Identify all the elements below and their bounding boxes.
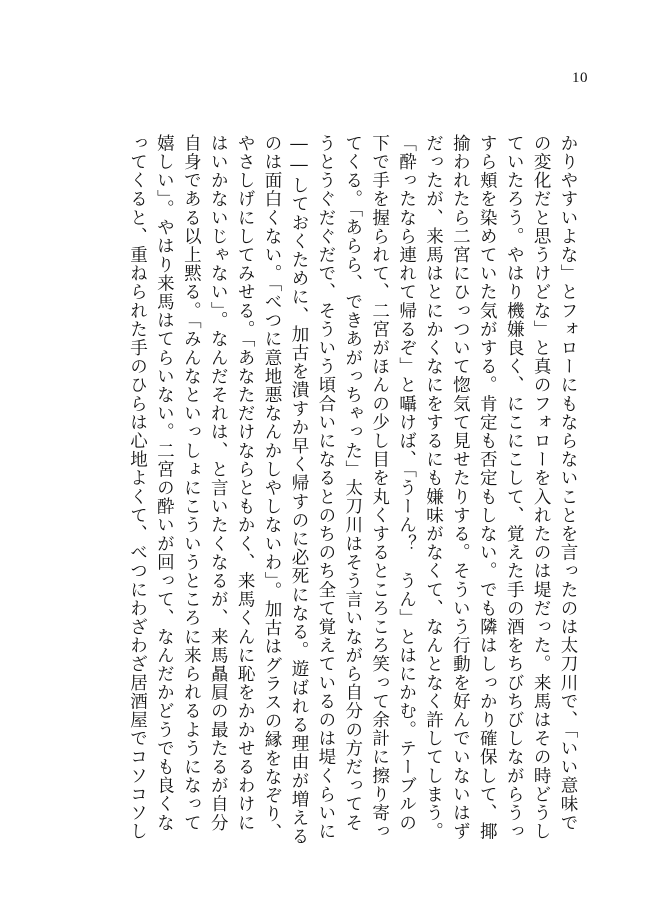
text-column: ――しておくために、加古を潰すか早く帰すのに必死になる。遊ばれる理由が増える — [288, 134, 309, 846]
text-column: 揄われたら二宮にひっついて惚気て見せたりする。そういう行動を好んでいないはず — [450, 134, 471, 841]
text-column: ていたろう。やはり機嫌良く、にこにこして、覚えた手の酒をちびちびしながらうっ — [504, 134, 525, 841]
text-column: だったが、来馬はとにかくなにをするにも嫌味がなくて、なんとなく許してしまう。 — [423, 134, 444, 841]
text-column: てくる。「あらら、できあがっちゃった」太刀川はそう言いながら自分の方だってそ — [342, 134, 363, 833]
text-column: ってくると、重ねられた手のひらは心地よくて、べつにわざわざ居酒屋でコソコソし — [127, 134, 148, 841]
body-text — [127, 134, 578, 846]
text-column: やさしげにしてみせる。「あなただけならともかく、来馬くんに恥をかかせるわけに — [235, 134, 256, 833]
text-column: 下で手を握られて、二宮がほんの少し目を丸くするところころ笑って余計に擦り寄っ — [369, 134, 390, 841]
text-column: 自身である以上黙る。「みんなといっしょにこういうところに来られるようになって — [181, 134, 202, 833]
text-column: 嬉しい」。やはり来馬はてらいない。二宮の酔いが回って、なんだかどうでも良くな — [154, 134, 175, 833]
text-column: の変化だと思うけどな」と真のフォローを入れたのは堤だった。来馬はその時どうし — [531, 134, 552, 841]
text-column: 「酔ったなら連れて帰るぞ」と囁けば、「うーん？ うん」とはにかむ。テーブルの — [396, 134, 417, 833]
page-number: 10 — [572, 70, 588, 86]
text-column: はいかないじゃない」。なんだそれは、と言いたくなるが、来馬贔屓の最たるが自分 — [208, 134, 229, 833]
text-column: のは面白くない。「べつに意地悪なんかしやしないわ」。加古はグラスの縁をなぞり、 — [262, 134, 283, 842]
text-column: うとうぐだぐだで、そういう頃合いになるとのちのち全て覚えているのは堤くらいに — [315, 134, 336, 841]
text-column: すら頬を染めていた気がする。肯定も否定もしない。でも隣はしっかり確保して、揶 — [477, 134, 498, 841]
text-column: かりやすいよな」とフォローにもならないことを言ったのは太刀川で、「いい意味で — [558, 134, 578, 833]
